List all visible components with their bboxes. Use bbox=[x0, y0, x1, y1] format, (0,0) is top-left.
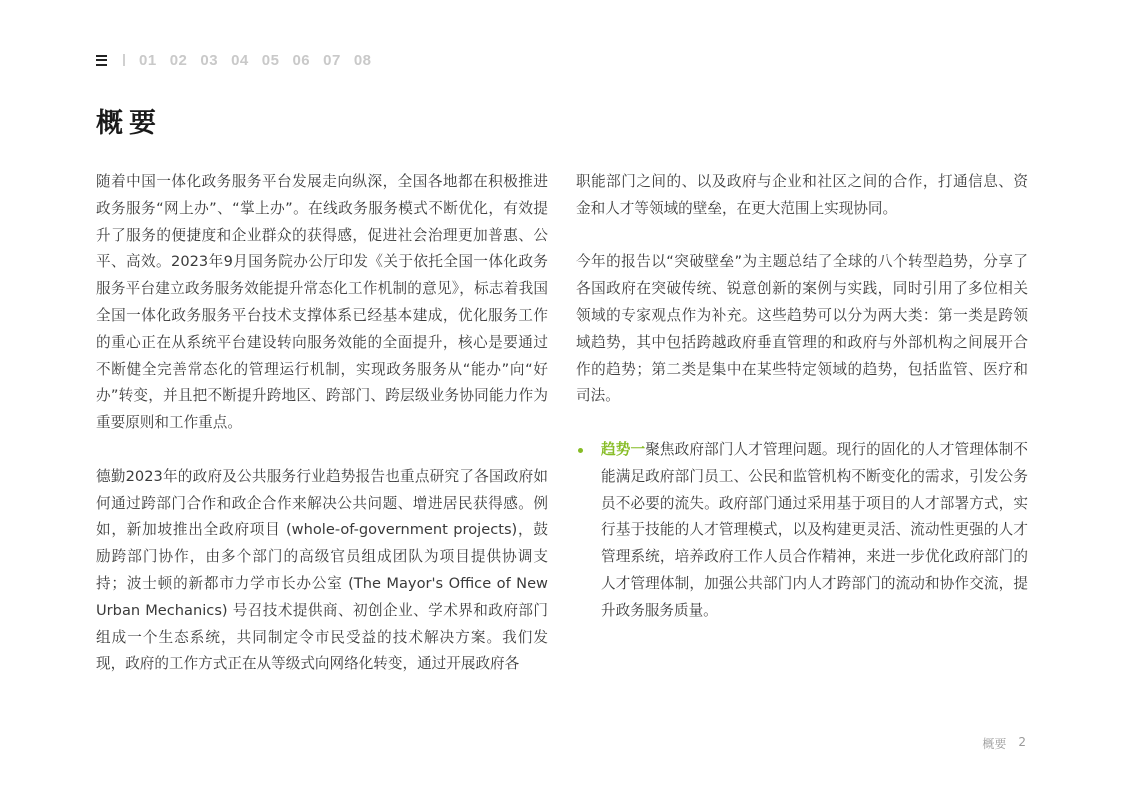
bullet-dot-icon bbox=[578, 448, 583, 453]
nav-link-01[interactable]: 01 bbox=[139, 51, 157, 69]
top-navigation bbox=[96, 50, 385, 70]
paragraph: 职能部门之间的、以及政府与企业和社区之间的合作，打通信息、资金和人才等领域的壁垒，在更大范围上实现协同。 bbox=[576, 173, 1028, 217]
nav-link-08[interactable]: 08 bbox=[353, 51, 372, 69]
menu-icon[interactable] bbox=[96, 55, 107, 66]
footer-section-label: 概要 bbox=[982, 737, 1007, 751]
trend-label: 趋势一 bbox=[601, 440, 646, 458]
paragraph: 今年的报告以“突破壁垒”为主题总结了全球的八个转型趋势，分享了各国政府在突破传统、锐意创新的案例与实践，同时引用了多位相关领域的专家观点作为补充。这些趋势可以分为两大类：第一类是跨领域趋势，其中包括跨越政府垂直管理的和政府与外部机构之间展开合作的趋势；第二类是集中在某些特定领域的趋势，包括监管、医疗和司法。 bbox=[576, 253, 1028, 405]
bullet-item-trend-1 bbox=[576, 437, 1028, 625]
page-title: 概要 bbox=[96, 108, 162, 139]
nav-link-06[interactable]: 06 bbox=[292, 51, 311, 69]
nav-link-05[interactable]: 05 bbox=[261, 51, 280, 69]
right-column bbox=[576, 169, 1028, 651]
nav-link-02[interactable]: 02 bbox=[169, 51, 188, 69]
nav-link-07[interactable]: 07 bbox=[323, 51, 341, 69]
left-column bbox=[96, 169, 548, 705]
trend-text: 聚焦政府部门人才管理问题。现行的固化的人才管理体制不能满足政府部门员工、公民和监管机构不断变化的需求，引发公务员不必要的流失。政府部门通过采用基于项目的人才部署方式，实行基于技能的人才管理模式，以及构建更灵活、流动性更强的人才管理系统，培养政府工作人员合作精神，来进一步优化政府部门的人才管理体制，加强公共部门内人才跨部门的流动和协作交流，提升政务服务质量。 bbox=[601, 440, 1028, 619]
page-footer bbox=[982, 735, 1026, 752]
nav-separator bbox=[123, 54, 125, 66]
paragraph: 随着中国一体化政务服务平台发展走向纵深，全国各地都在积极推进政务服务“网上办”、“掌上办”。在线政务服务模式不断优化，有效提升了服务的便捷度和企业群众的获得感，促进社会治理更加普惠、公平、高效。2023年9月国务院办公厅印发《关于依托全国一体化政务服务平台建立政务服务效能提升常态化工作机制的意见》，标志着我国全国一体化政务服务平台技术支撑体系已经基本建成，优化服务工作的重心正在从系统平台建设转向服务效能的全面提升，核心是要通过不断健全完善常态化的管理运行机制，实现政务服务从“能办”向“好办”转变，并且把不断提升跨地区、跨部门、跨层级业务协同能力作为重要原则和工作重点。 bbox=[96, 173, 548, 432]
nav-link-03[interactable]: 03 bbox=[200, 51, 219, 69]
paragraph: 德勤2023年的政府及公共服务行业趋势报告也重点研究了各国政府如何通过跨部门合作和政企合作来解决公共问题、增进居民获得感。例如，新加坡推出全政府项目 (whole-of-government projects)，鼓励跨部门协作，由多个部门的高级官员组成团队为项目提供协调支持；波士顿的新都市力学市长办公室 (The Mayor's Office of New Urban Mechanics) 号召技术提供商、初创企业、学术界和政府部门组成一个生态系统，共同制定令市民受益的技术解决方案。我们发现，政府的工作方式正在从等级式向网络化转变，通过开展政府各 bbox=[96, 467, 548, 673]
page-number: 2 bbox=[1018, 735, 1026, 749]
nav-link-04[interactable]: 04 bbox=[231, 51, 249, 69]
